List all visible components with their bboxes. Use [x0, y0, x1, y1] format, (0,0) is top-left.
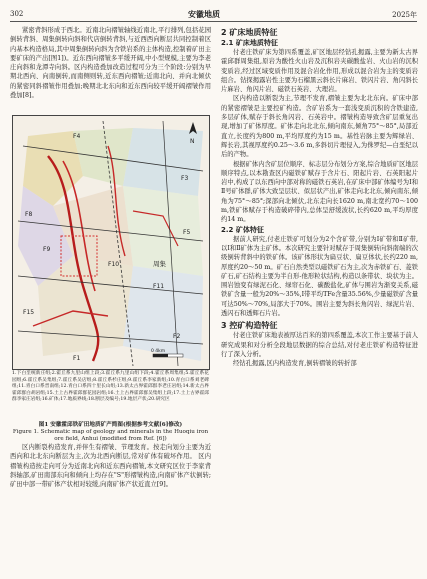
figure-caption-cn: 图1 安徽霍邱铁矿田地质矿产简图(根据参考文献[6]修改) — [38, 422, 183, 428]
body-paragraph: 区内构造以断裂为主,节理不发育,褶皱主要为北北东向。矿床中部的紧密褶皱是主要控矿构造。含矿岩系为一套浅变质沉积的含铁建造,多层矿体,赋存于斜长角闪岩、石英岩中。褶皱构造导致含矿层重复出现,增加了矿体厚度。矿体走向北北东,倾向南东,倾角75°～85°,局部近直立,长度约为800 m,平均厚度约为15 m。基性岩脉主要为辉绿岩、辉长岩,其视厚度约0.25～3.6 m,多斜切片理侵入,为侏罗纪—白垩纪以后的产物。 — [221, 95, 418, 159]
fault-label: F15 — [23, 309, 35, 316]
header-rule — [10, 21, 417, 22]
north-label: N — [190, 138, 195, 145]
section-heading: 3 控矿构造特征 — [221, 321, 278, 331]
scale-label: 0 4km — [151, 349, 166, 354]
fault-label: F9 — [43, 246, 51, 253]
geology-map-svg — [13, 116, 209, 369]
scale-bar-fill — [153, 354, 168, 357]
fault-label: F3 — [181, 175, 189, 182]
journal-title: 安徽地质 — [188, 9, 220, 19]
section-heading: 2 矿床地质特征 — [221, 28, 278, 37]
body-paragraph: 付老庄铁矿床地表被厚达百米的第四系覆盖,本次工作主要基于前人研究成果和对分析全段地层数据的综合总结,对付老庄铁矿构造特征进行了深入分析。 — [221, 332, 418, 358]
subsection-heading: 2.2 矿体特征 — [221, 225, 264, 234]
right-column — [221, 27, 418, 369]
figure-caption-en: Figure 1. Schematic map of geology and minerals in the Huoqiu iron ore field, Anhui (modified from Ref. [6]) — [12, 429, 209, 443]
place-label: 周集 — [153, 260, 166, 268]
fault-label: F10 — [108, 261, 120, 268]
body-paragraph: 据前人研究,付老庄铁矿可划分为2个含矿带,分别为Ⅰ矿带和Ⅱ矿带,以Ⅰ和Ⅱ矿体为主矿体。本次研究主要针对赋存于周集倒转向斜南端的次级倒转背斜中的铁矿体。该矿体形状为扁豆状、扁豆体状,长约220 m,厚度约20～50 m。矿石自然类型以磁铁矿石为主,次为赤铁矿石、菱铁矿石,矿石结构主要为半自形-他形粒状结构,构造以条带状、块状为主。围岩蚀变有绿泥石化、绿帘石化、碳酸盐化,矿体与围岩为渐变关系,磁铁矿含量一般为20%～35%,Ⅰ带平均TFe含量35.56%,少量磁铁矿含量可达50%～70%,局部大于70%。围岩主要为斜长角闪岩、绿泥片岩、透闪石和透辉石片岩。 — [221, 235, 418, 318]
issue-year: 2025年 — [392, 11, 417, 19]
fault-label: F5 — [183, 229, 191, 236]
subsection-heading: 2.1 矿床地质特征 — [221, 39, 278, 47]
intro-paragraph: 紧密背斜形成于西北。近南北向褶皱轴线近南北,平行排列,包括花园倒转背斜、周集倒转向斜和代店倒转背斜,与近西西向断层共同控制着区内基本构造格局,其中周集倒转向斜为含铁岩系的主体构造,控制着矿田主要矿床的产出[图1])。近东西向褶皱多平缓开阔,中小型规模,主要为李老庄向斜和龙潭寺向斜。区内构造叠加改造过程可分为三个阶段:分别为早期北西向、向南倒转,而南侧则转,近东西向褶皱;近南北向、并向北倾伏的紧密同斜褶皱作用叠加;晚期北北东向和近东西向较平缓开阔褶皱作用叠加[8]。 — [10, 27, 211, 100]
left-column-bottom — [10, 443, 211, 489]
page-number: 302 — [10, 10, 24, 18]
body-paragraph: 经钻孔揭露,区内构造发育,倒转褶皱的转折部 — [233, 360, 357, 368]
page-header — [0, 0, 427, 24]
fault-label: F2 — [173, 333, 181, 340]
fault-label: F1 — [73, 355, 81, 362]
structure-paragraph: 区内断裂构造发育,并伴生有褶皱、节理发育。按走向划分主要为近西向和北北东向断层为主,次为北西向断层,常对矿体有破坏作用。 区内褶皱构造按走向可分为近南北向和近东西向褶皱,本文研究区位于李家背斜轴部,矿田南部东向和倾向上均存在"S"形褶皱构造,向南矿体产状倒转;矿田中部一带矿体产状相对较缓,向南矿体产状近直立[9]。 — [10, 444, 211, 489]
map-unit — [123, 266, 203, 361]
fault-label: F8 — [25, 211, 33, 218]
geology-map — [12, 115, 210, 370]
body-paragraph: 付老庄铁矿床为第四系覆盖,矿区地层经钻孔揭露,主要为新太古界霍邱群周集组,原岩为酸性火山岩及沉积岩夹碳酸盐岩、火山岩的沉积变质岩,经过区域变质作用及混合岩化作用,形成以混合岩为主的变质岩组合。钻探揭露岩性主要为石榴黑云斜长片麻岩、铁闪片岩、角闪斜长片麻岩、角闪片岩、磁铁石英岩、大理岩。 — [221, 49, 418, 94]
figure-caption — [12, 422, 209, 444]
fault-label: F4 — [73, 133, 81, 140]
fault-label: F11 — [153, 283, 165, 290]
body-paragraph: 根据矿体内含矿层位顺序、标志层分布划分方案,综合地质矿区地层顺序特点,以本勘查区内磁铁矿赋存于含片石、阳起片岩、石英阳起片岩中,构成了以东西向中部对称的磁铁石英岩,在矿床中部矿体编号为Ⅰ和Ⅱ号矿体群,矿体大致呈层状、似层状产出,矿体走向北北东,倾向南东,倾角为75°～85°;深部向北倾伏,北东走向长1620 m,南北宽约70～100 m,铁矿体赋存于构造破碎带内,总体呈舒缓波状,长约620 m,平均厚度约14 m。 — [221, 160, 418, 224]
figure-legend: 1.下白垩统新庄组;2.霍丘系九里山组上段;3.霍丘系九里山组下段;4.霍丘系周集组;5.霍丘系花园组;6.霍丘系吴集组;7.霍丘系吴店组;8.霍丘系杉庄组;9.霍丘系李家新组;10.青白口系刘老碑组;11.青白口系晋南组;12.青白口系四十里长山组;13.新太古界霍邱群李老庄岩组;14.新太古界霍邱群白胡岩组;15.土上古界霍邱群花园岩组;16.土上古界霍邱群吴集组上段;17.土上古界霍邱群李家庄岩组;16.矿体;17.地质界线;18.断层及编号;19.地层产状;20.研究区 — [12, 371, 209, 403]
left-column-top — [10, 26, 211, 100]
